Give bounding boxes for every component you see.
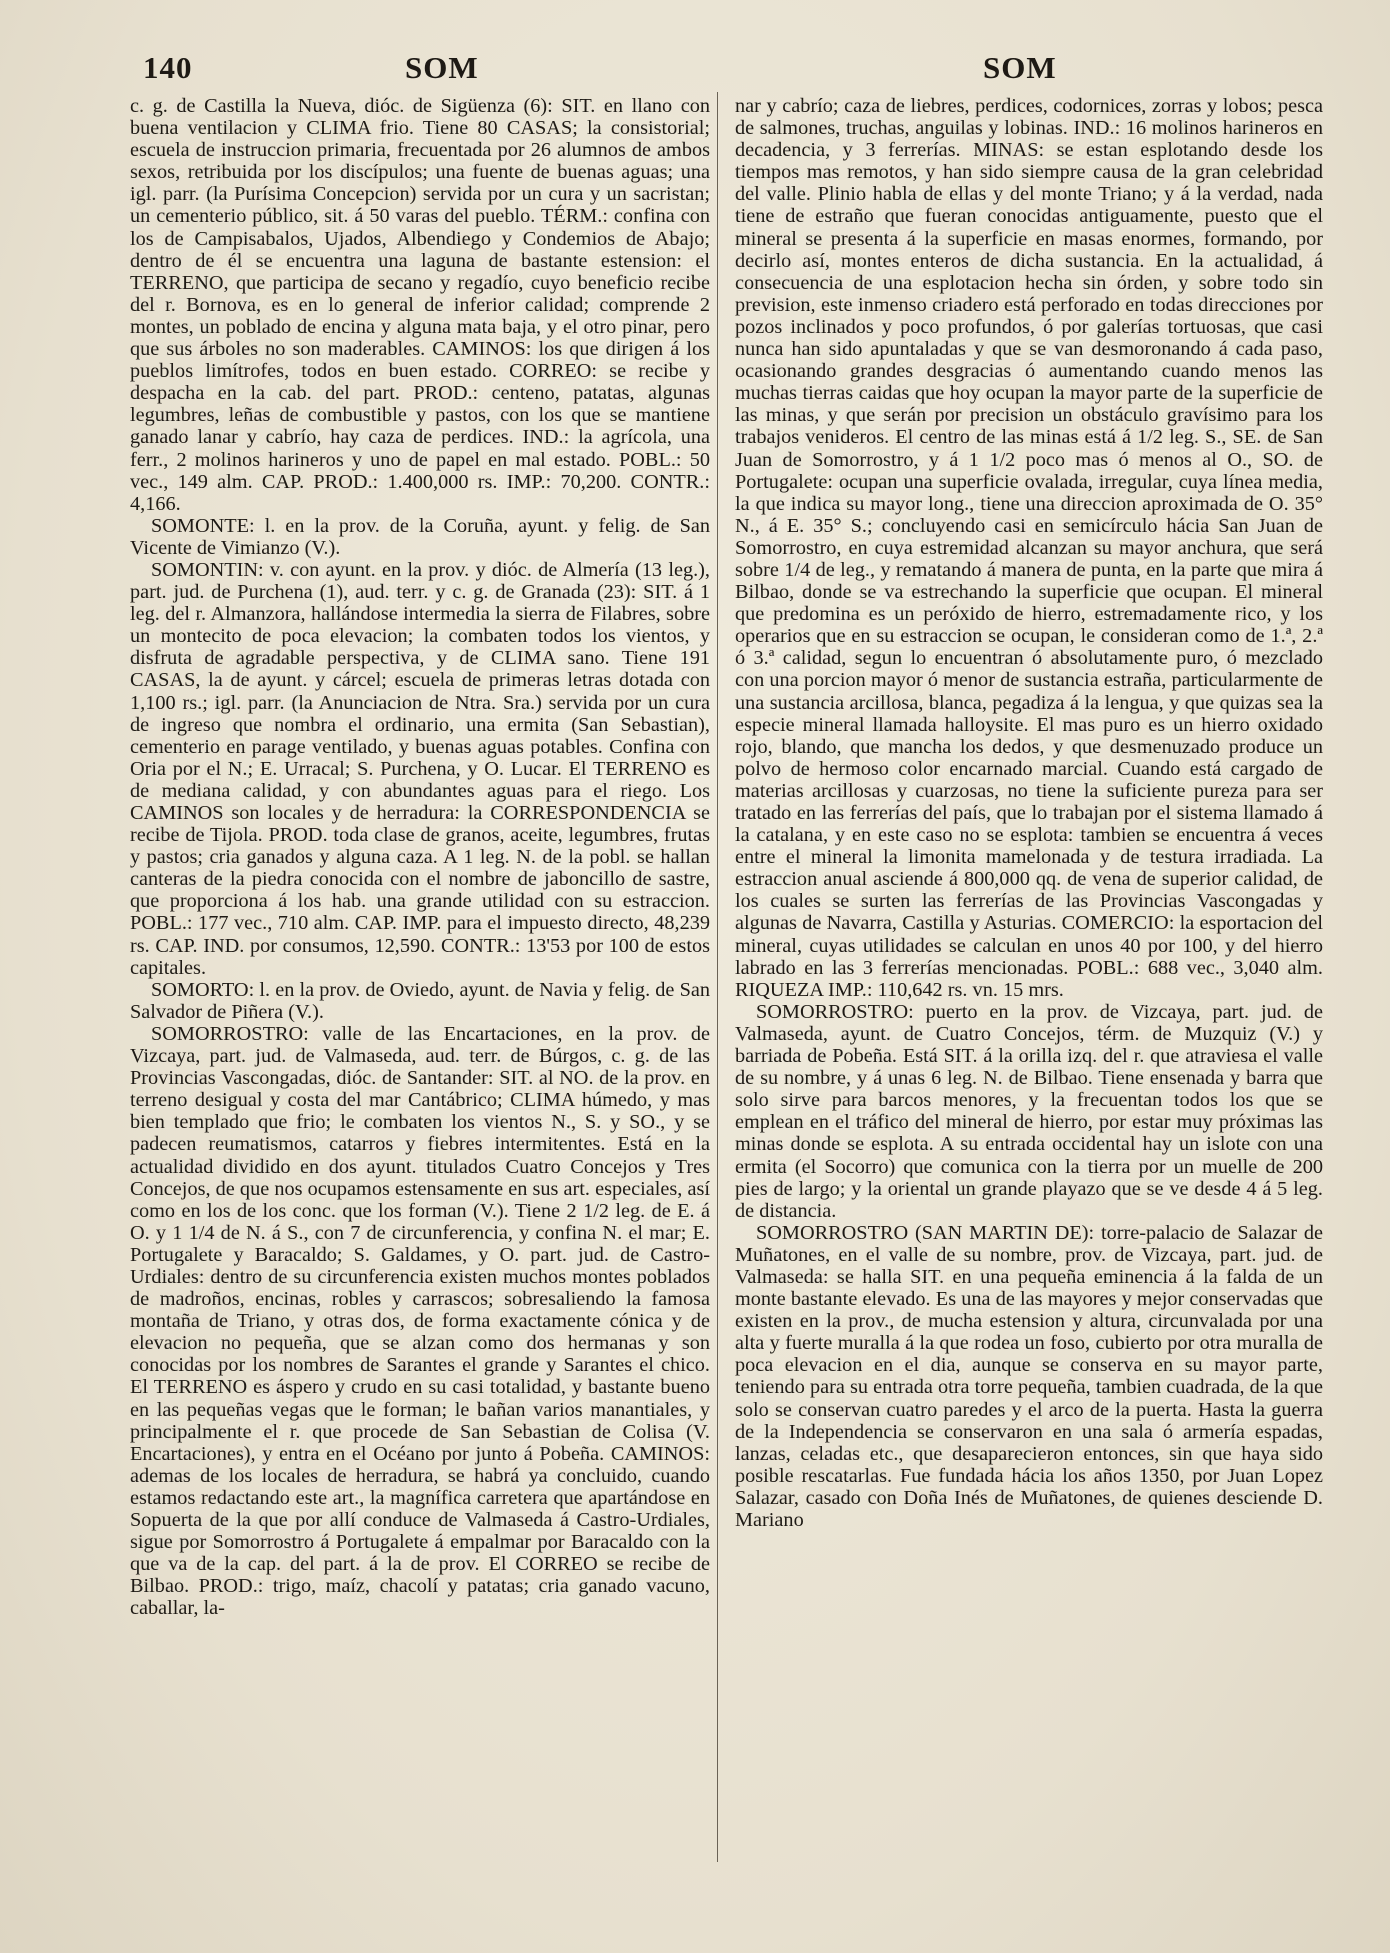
page-header [0,50,1390,90]
entry-paragraph: SOMORROSTRO (SAN MARTIN DE): torre-palacio de Salazar de Muñatones, en el valle de su nombre, prov. de Vizcaya, part. jud. de Valmaseda: se halla SIT. en una pequeña eminencia á la falda de un monte bastante elevado. Es una de las mayores y mejor conservadas que existen en la prov., de mucha estension y altura, circunvalada por una alta y fuerte muralla á la que rodea un foso, cubierto por otra muralla de poca elevacion en el dia, aunque se conserva en su mayor parte, teniendo para su entrada otra torre pequeña, tambien cuadrada, de la que solo se conservan cuatro paredes y el arco de la puerta. Hasta la guerra de la Independencia se conservaron en una sala ó armería espadas, lanzas, celadas etc., que desaparecieron entonces, sin que haya sido posible rescatarlas. Fue fundada hácia los años 1350, por Juan Lopez Salazar, casado con Doña Inés de Muñatones, de quienes desciende D. Mariano [735,1221,1323,1531]
page-number: 140 [143,50,193,85]
entry-paragraph: c. g. de Castilla la Nueva, dióc. de Sigüenza (6): SIT. en llano con buena ventilacion y CLIMA frio. Tiene 80 CASAS; la consistorial; escuela de instruccion primaria, frecuentada por 26 alumnos de ambos sexos, retribuida por los discípulos; una fuente de buenas aguas; una igl. parr. (la Purísima Concepcion) servida por un cura y un sacristan; un cementerio público, sit. á 50 varas del pueblo. TÉRM.: confina con los de Campisabalos, Ujados, Albendiego y Condemios de Abajo; dentro de él se encuentra una laguna de bastante estension: el TERRENO, que participa de secano y regadío, cuyo beneficio recibe del r. Bornova, es en lo general de inferior calidad; comprende 2 montes, un poblado de encina y alguna mata baja, y el otro pinar, pero que sus árboles no son maderables. CAMINOS: los que dirigen á los pueblos limítrofes, todos en buen estado. CORREO: se recibe y despacha en la cab. del part. PROD.: centeno, patatas, algunas legumbres, leñas de combustible y pastos, con los que se mantiene ganado lanar y cabrío, hay caza de perdices. IND.: la agrícola, una ferr., 2 molinos harineros y uno de papel en mal estado. POBL.: 50 vec., 149 alm. CAP. PROD.: 1.400,000 rs. IMP.: 70,200. CONTR.: 4,166. [130,95,710,515]
left-column [130,95,710,1619]
entry-paragraph: SOMORTO: l. en la prov. de Oviedo, ayunt. de Navia y felig. de San Salvador de Piñera (V.). [130,978,710,1023]
entry-paragraph: nar y cabrío; caza de liebres, perdices, codornices, zorras y lobos; pesca de salmones, truchas, anguilas y lobinas. IND.: 16 molinos harineros en decadencia, y 3 ferrerías. MINAS: se estan esplotando desde los tiempos mas remotos, y han sido siempre causa de la gran celebridad del valle. Plinio habla de ellas y del monte Triano; y á la verdad, nada tiene de estraño que fueran conocidas antiguamente, puesto que el mineral se presenta á la superficie en masas enormes, formando, por decirlo así, montes enteros de dicha sustancia. En la actualidad, á consecuencia de una esplotacion hecha sin órden, y sobre todo sin prevision, este inmenso criadero está perforado en todas direcciones por pozos inclinados y poco profundos, ó por galerías tortuosas, que casi nunca han sido apuntaladas y que se van desmoronando á cada paso, ocasionando grandes desgracias ó aumentando cuando menos las muchas tierras caidas que hoy ocupan la mayor parte de la superficie de las minas, y que serán por precision un obstáculo gravísimo para los trabajos venideros. El centro de las minas está á 1/2 leg. S., SE. de San Juan de Somorrostro, y á 1 1/2 poco mas ó menos al O., SO. de Portugalete: ocupan una superficie ovalada, irregular, cuya línea media, la que indica su mayor long., tiene una direccion aproximada de O. 35° N., á E. 35° S.; concluyendo casi en semicírculo hácia San Juan de Somorrostro, en cuya estremidad alcanzan su mayor anchura, que será sobre 1/4 de leg., y rematando á manera de punta, en la parte que mira á Bilbao, donde se va estrechando la superficie que ocupan. El mineral que predomina es un peróxido de hierro, estremadamente rico, y los operarios que en su estraccion se ocupan, le consideran como de 1.ª, 2.ª ó 3.ª calidad, segun lo encuentran ó absolutamente puro, ó mezclado con una porcion mayor ó menor de sustancia estraña, particularmente de una sustancia arcillosa, blanca, pegadiza á la lengua, y que quizas sea la especie mineral llamada halloysite. El mas puro es un hierro oxidado rojo, blando, que mancha los dedos, y que desmenuzado produce un polvo de hermoso color encarnado marcial. Cuando está cargado de materias arcillosas y cuarzosas, no tiene la suficiente pureza para ser tratado en las ferrerías del país, que lo trabajan por el sistema llamado á la catalana, y en este caso no se esplota: tambien se encuentra á veces entre el mineral la limonita mamelonada y de testura irradiada. La estraccion anual asciende á 800,000 qq. de vena de superior calidad, de los cuales se surten las ferrerías de las Provincias Vascongadas y algunas de Navarra, Castilla y Asturias. COMERCIO: la esportacion del mineral, cuyas utilidades se calculan en unos 40 por 100, y del hierro labrado en las 3 ferrerías mencionadas. POBL.: 688 vec., 3,040 alm. RIQUEZA IMP.: 110,642 rs. vn. 15 mrs. [735,95,1323,1001]
entry-paragraph: SOMONTIN: v. con ayunt. en la prov. y dióc. de Almería (13 leg.), part. jud. de Purchena (1), aud. terr. y c. g. de Granada (23): SIT. á 1 leg. del r. Almanzora, hallándose intermedia la sierra de Filabres, sobre un montecito de poca elevacion; la combaten todos los vientos, y disfruta de agradable perspectiva, y de CLIMA sano. Tiene 191 CASAS, la de ayunt. y cárcel; escuela de primeras letras dotada con 1,100 rs.; igl. parr. (la Anunciacion de Ntra. Sra.) servida por un cura de ingreso que nombra el ordinario, una ermita (San Sebastian), cementerio en parage ventilado, y buenas aguas potables. Confina con Oria por el N.; E. Urracal; S. Purchena, y O. Lucar. El TERRENO es de mediana calidad, y con abundantes aguas para el riego. Los CAMINOS son locales y de herradura: la CORRESPONDENCIA se recibe de Tijola. PROD. toda clase de granos, aceite, legumbres, frutas y pastos; cria ganados y alguna caza. A 1 leg. N. de la pobl. se hallan canteras de la piedra conocida con el nombre de jaboncillo de sastre, que proporciona á los hab. una grande utilidad con su estraccion. POBL.: 177 vec., 710 alm. CAP. IMP. para el impuesto directo, 48,239 rs. CAP. IND. por consumos, 12,590. CONTR.: 13'53 por 100 de estos capitales. [130,558,710,979]
running-head-right: SOM [983,50,1057,85]
entry-paragraph: SOMONTE: l. en la prov. de la Coruña, ayunt. y felig. de San Vicente de Vimianzo (V.). [130,514,710,559]
entry-paragraph: SOMORROSTRO: valle de las Encartaciones, en la prov. de Vizcaya, part. jud. de Valmaseda, aud. terr. de Búrgos, c. g. de las Provincias Vascongadas, dióc. de Santander: SIT. al NO. de la prov. en terreno desigual y costa del mar Cantábrico; CLIMA húmedo, y mas bien templado que frio; le combaten los vientos N., S. y SO., y se padecen reumatismos, catarros y fiebres intermitentes. Está en la actualidad dividido en dos ayunt. titulados Cuatro Concejos y Tres Concejos, de que nos ocupamos estensamente en sus art. especiales, así como en los de los conc. que los forman (V.). Tiene 2 1/2 leg. de E. á O. y 1 1/4 de N. á S., con 7 de circunferencia, y confina N. el mar; E. Portugalete y Baracaldo; S. Galdames, y O. part. jud. de Castro-Urdiales: dentro de su circunferencia existen muchos montes poblados de madroños, encinas, robles y carrascos; sobresaliendo la famosa montaña de Triano, y otras dos, de forma exactamente cónica y de elevacion no pequeña, que se alzan como dos hermanas y son conocidas por los nombres de Sarantes el grande y Sarantes el chico. El TERRENO es áspero y crudo en su casi totalidad, y bastante bueno en las pequeñas vegas que le forman; le bañan varios manantiales, y principalmente el r. que procede de San Sebastian de Colisa (V. Encartaciones), y entra en el Océano por junto á Pobeña. CAMINOS: ademas de los locales de herradura, se habrá ya concluido, cuando estamos redactando este art., la magnífica carretera que apartándose en Sopuerta de la que por allí conduce de Valmaseda á Castro-Urdiales, sigue por Somorrostro á Portugalete á empalmar por Baracaldo con la que va de la cap. del part. á la de prov. El CORREO se recibe de Bilbao. PROD.: trigo, maíz, chacolí y patatas; cria ganado vacuno, caballar, la- [130,1022,710,1620]
entry-paragraph: SOMORROSTRO: puerto en la prov. de Vizcaya, part. jud. de Valmaseda, ayunt. de Cuatro Concejos, térm. de Muzquiz (V.) y barriada de Pobeña. Está SIT. á la orilla izq. del r. que atraviesa el valle de su nombre, y á unas 6 leg. N. de Bilbao. Tiene ensenada y barra que solo sirve para barcos menores, y la frecuentan todos los que se emplean en el tráfico del mineral de hierro, por estar muy próximas las minas donde se esplota. A su entrada occidental hay un islote con una ermita (el Socorro) que comunica con la tierra por un muelle de 200 pies de largo; y la oriental un grande playazo que se ve desde 4 á 5 leg. de distancia. [735,1000,1323,1222]
right-column [735,95,1323,1531]
running-head-left: SOM [405,50,479,85]
column-divider [717,92,718,1862]
